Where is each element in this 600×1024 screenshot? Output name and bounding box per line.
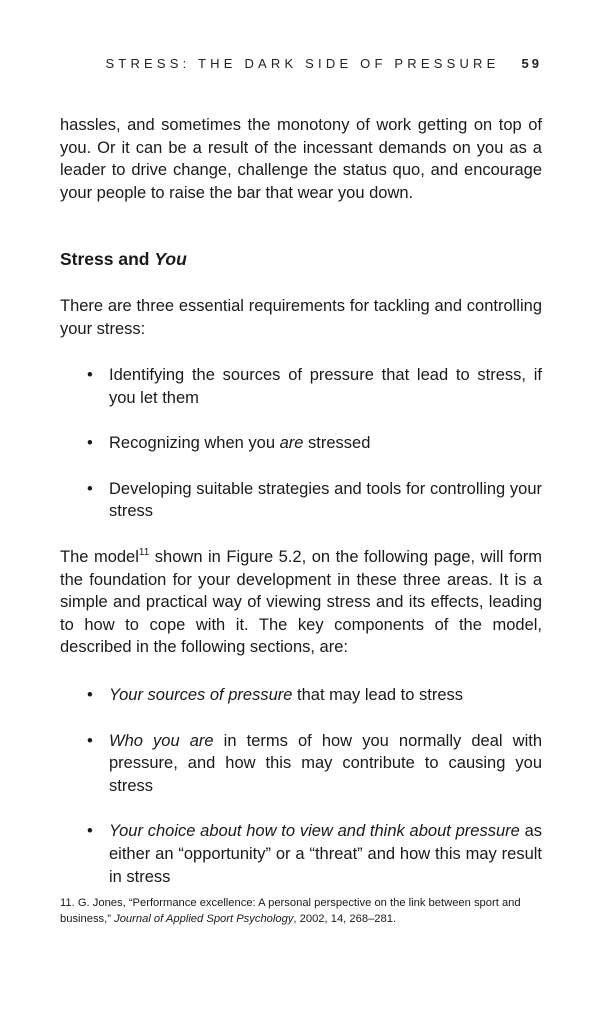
- bullet-icon: •: [87, 822, 93, 841]
- list-item-text: in terms of how you normally deal with pressure, and how this may contribute to causing you stress: [109, 731, 542, 795]
- list-item-emphasis: are: [279, 434, 304, 453]
- section-heading-plain: Stress and: [60, 249, 155, 269]
- list-item-emphasis: Your choice about how to view and think about pressure: [109, 822, 520, 841]
- running-head: [105, 56, 542, 71]
- list-item: [60, 684, 542, 707]
- requirements-list: [60, 364, 542, 546]
- list-item-emphasis: Who you are: [109, 731, 214, 750]
- footnote: [60, 896, 542, 927]
- paragraph-top: hassles, and sometimes the monotony of work getting on top of you. Or it can be a result of the incessant demands on you as a leader to drive change, challenge the status quo, and encourage your people to raise the bar that wear you down.: [60, 116, 542, 202]
- list-item-text: Recognizing when you: [109, 434, 280, 453]
- list-item: [60, 432, 542, 455]
- section-heading-italic: You: [154, 249, 187, 269]
- section-heading: [60, 249, 187, 270]
- list-item: [60, 730, 542, 798]
- list-item-emphasis: Your sources of pressure: [109, 686, 293, 704]
- footnote-journal: Journal of Applied Sport Psychology: [114, 912, 294, 925]
- paragraph-model-text: The model: [60, 548, 139, 566]
- paragraph-model-text: shown in Figure 5.2, on the following page, will form the foundation for your development in these three areas. It is a simple and practical way of viewing stress and its effects, leading to how to cope with it. The key components of the model, described in the following sections, are:: [60, 548, 542, 657]
- model-components-list: [60, 684, 542, 911]
- list-item-text: Developing suitable strategies and tools for controlling your stress: [109, 479, 542, 521]
- list-item-text: Identifying the sources of pressure that lead to stress, if you let them: [109, 366, 542, 407]
- list-item: [60, 820, 542, 888]
- paragraph-requirements: There are three essential requirements for tackling and controlling your stress:: [60, 297, 542, 338]
- list-item: [60, 478, 542, 523]
- footnote-text: , 2002, 14, 268–281.: [293, 912, 397, 925]
- bullet-icon: •: [87, 366, 93, 384]
- list-item-text: as either an “opportunity” or a “threat” and how this may result in stress: [109, 822, 542, 886]
- list-item: [60, 364, 542, 409]
- paragraph-model: [60, 546, 542, 659]
- list-item-text: stressed: [303, 434, 371, 453]
- bullet-icon: •: [87, 434, 93, 453]
- footnote-ref: 11: [138, 547, 150, 558]
- running-head-title: STRESS: THE DARK SIDE OF PRESSURE: [105, 56, 500, 71]
- bullet-icon: •: [87, 686, 93, 704]
- bullet-icon: •: [87, 731, 93, 750]
- page-number: 59: [521, 56, 542, 71]
- footnote-text: 11. G. Jones, “Performance excellence: A personal perspective on the link between sport and business,”: [60, 897, 521, 925]
- bullet-icon: •: [87, 479, 93, 498]
- list-item-text: that may lead to stress: [292, 686, 464, 704]
